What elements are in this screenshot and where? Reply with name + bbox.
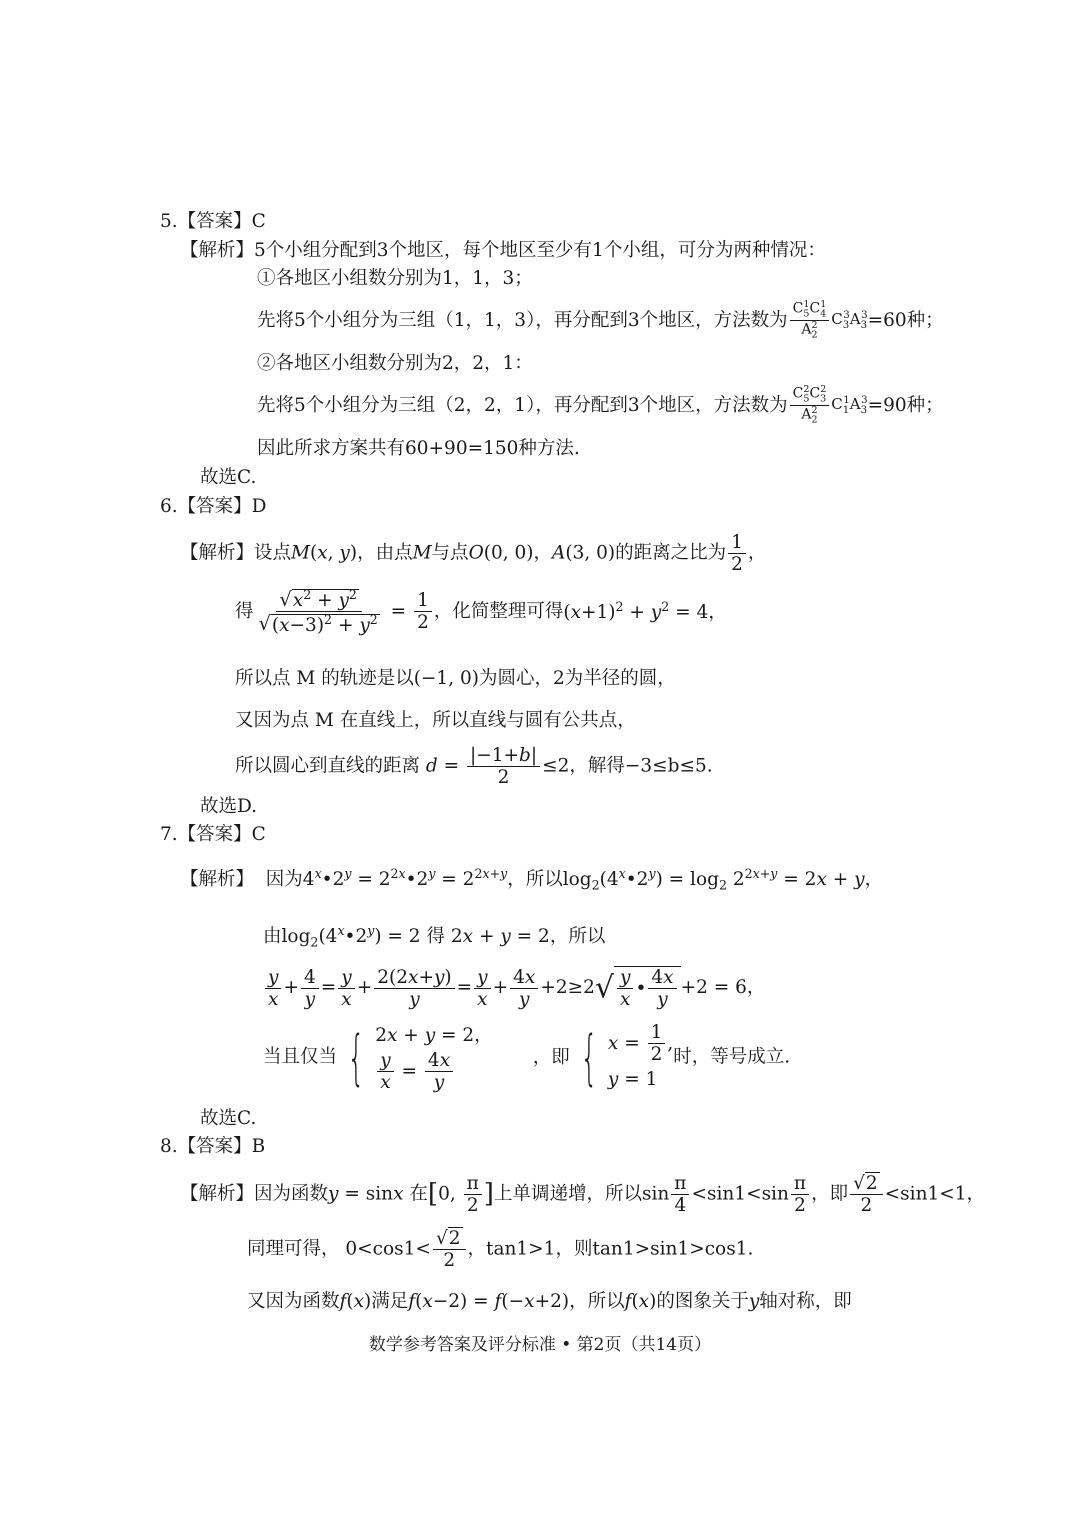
q8-text-similarly: 同理可得， bbox=[247, 1238, 340, 1260]
q6-circle-eq: $(x+1)^2 + y^2 = 4$， bbox=[563, 599, 727, 624]
q5-case1-fraction: $\frac{C_5^1C_4^1}{A_2^2}$ bbox=[790, 300, 830, 342]
q6-answer-line bbox=[160, 496, 267, 518]
q6-analysis-line5 bbox=[235, 745, 713, 789]
q7-eq3: $\log_2(4^x•2^y) = 2$ bbox=[281, 923, 427, 950]
q5-case1-title: ①各地区小组数分别为1，1，3； bbox=[257, 268, 533, 289]
q5-case2-fraction: $\frac{C_5^2C_3^2}{A_2^2}$ bbox=[790, 385, 830, 427]
q8-answer-tag: 【答案】 bbox=[177, 1136, 252, 1157]
q8-interval-close: ] bbox=[483, 1179, 494, 1210]
q8-text-c: 上单调递增，所以 bbox=[493, 1183, 642, 1205]
q7-analysis-line4 bbox=[263, 1022, 790, 1093]
q6-m-symbol: M bbox=[412, 542, 432, 564]
q8-analysis-line2: 同理可得， 0<cos1< $\frac{√2}{2}$ ，tan1>1，则tan1>sin1>cos1. bbox=[247, 1228, 754, 1272]
q6-analysis-line2: 得 $\frac{√x^2 + y^2}{√(x-3)^2 + y^2}$ = $\frac{1}{2}$ ，化简整理可得$(x+1)^2 + y^2 = 4$， bbox=[235, 587, 727, 636]
q5-total: 因此所求方案共有60+90=150种方法. bbox=[257, 438, 580, 459]
q7-answer-line bbox=[160, 824, 266, 846]
q8-sqrt2-half: $\frac{√2}{2}$ bbox=[850, 1173, 883, 1217]
q5-intro-text: 5个小组分配到3个地区，每个地区至少有1个小组，可分为两种情况： bbox=[254, 240, 826, 261]
q7-choose: 故选C. bbox=[200, 1108, 257, 1129]
q6-text-d: 的距离之比为 bbox=[615, 542, 727, 564]
q8-pi-quarter: $\frac{\pi}{4}$ bbox=[671, 1173, 689, 1217]
q6-point-m: M(x, y) bbox=[291, 542, 358, 564]
q8-interval-open: [ bbox=[427, 1179, 439, 1210]
q8-text-ze: ，则 bbox=[555, 1238, 593, 1260]
q8-analysis-line1: 【解析】因为函数y = sinx 在[0, $\frac{\pi}{2}$ ]上单调递增，所以sin $\frac{\pi}{4}$ <sin1<sin $\frac{\pi}{2}$ ，即 $\frac{√2}{2}$ <sin1<1， bbox=[180, 1173, 986, 1217]
q8-text-ji: ，即 bbox=[811, 1183, 849, 1205]
q7-radicand: $\frac{y}{x}$ • $\frac{4x}{y}$ bbox=[614, 966, 681, 1011]
q8-text-zai: 在 bbox=[409, 1183, 428, 1205]
q6-de: 得 bbox=[235, 600, 254, 622]
q8-text-c3: ，所以 bbox=[569, 1291, 625, 1312]
q8-y-axis: y bbox=[748, 1291, 760, 1312]
q7-analysis-line3: $\frac{y}{x}$ + $\frac{4}{y}$ = $\frac{y}{x}$ + $\frac{2(2x+y)}{y}$ = $\frac{y}{x}$ + $\frac{4x}{y}$ +2≥2√ $\frac{y}{x}$ • $\frac{4x}{y}$ +2 = 6， bbox=[263, 966, 765, 1011]
q8-func: y = sinx bbox=[328, 1183, 404, 1205]
q8-analysis-tag: 【解析】 bbox=[180, 1183, 255, 1205]
q7-text-you: 由 bbox=[263, 926, 282, 948]
q8-text-b3: 满足 bbox=[371, 1291, 409, 1312]
q7-frac-4-y: $\frac{4}{y}$ bbox=[301, 967, 319, 1011]
q5-analysis-intro bbox=[180, 240, 826, 262]
q8-order: tan1>sin1>cos1. bbox=[592, 1238, 754, 1260]
q7-analysis-tag: 【解析】 bbox=[180, 869, 255, 891]
q6-ratio-fraction: $\frac{1}{2}$ bbox=[728, 532, 746, 576]
q5-case2-title: ②各地区小组数分别为2，2，1： bbox=[257, 353, 533, 374]
q7-frac-4x-y: $\frac{4x}{y}$ bbox=[510, 967, 538, 1011]
q8-pi-half-2: $\frac{\pi}{2}$ bbox=[791, 1173, 809, 1217]
q6-points-oa: O(0, 0)，A(3, 0) bbox=[468, 542, 616, 564]
q7-text-a: 因为 bbox=[265, 869, 303, 891]
q6-answer-tag: 【答案】 bbox=[177, 496, 252, 517]
q7-text-b: ，所以 bbox=[507, 869, 563, 891]
q7-text-holds: 时，等号成立. bbox=[673, 1046, 791, 1068]
q5-number: 5. bbox=[160, 211, 178, 232]
q7-radical: √ bbox=[594, 970, 614, 1006]
q8-analysis-line3 bbox=[247, 1291, 852, 1313]
q5-answer: C bbox=[251, 211, 266, 232]
q8-fx-2: f(x) bbox=[624, 1291, 657, 1312]
q8-answer-line bbox=[160, 1136, 265, 1158]
q7-analysis-line2 bbox=[263, 923, 605, 950]
q7-frac-expand: $\frac{2(2x+y)}{y}$ bbox=[374, 967, 454, 1011]
q5-answer-tag: 【答案】 bbox=[177, 211, 252, 232]
q7-answer: C bbox=[251, 824, 266, 845]
q5-choose: 故选C. bbox=[200, 467, 257, 488]
q6-number: 6. bbox=[160, 496, 178, 517]
page-footer: 数学参考答案及评分标准 • 第2页（共14页） bbox=[368, 1335, 712, 1355]
q6-analysis-line4: 又因为点 M 在直线上，所以直线与圆有公共点， bbox=[235, 710, 636, 731]
q7-analysis-line1 bbox=[180, 866, 883, 893]
q7-system-brace-1: { bbox=[347, 1022, 365, 1093]
q5-case2-perm: $C_1^1A_3^3$ bbox=[831, 394, 868, 416]
q6-d-eq: d = bbox=[425, 755, 466, 777]
q5-analysis-tag: 【解析】 bbox=[180, 240, 255, 261]
q7-eq2: $\log_2(4^x•2^y) = \log_2 2^{2x+y} = 2x + y$， bbox=[562, 866, 884, 893]
q7-text-de: 得 bbox=[426, 926, 445, 948]
q7-text-ji: ，即 bbox=[532, 1046, 570, 1068]
q6-solve-text: ≤2，解得−3≤b≤5. bbox=[542, 755, 713, 777]
q6-answer: D bbox=[251, 496, 267, 517]
q8-pi-half: $\frac{\pi}{2}$ bbox=[464, 1173, 482, 1217]
q7-text-suoyi: ，所以 bbox=[549, 926, 606, 948]
q6-analysis-line3: 所以点 M 的轨迹是以(−1, 0)为圆心，2为半径的圆， bbox=[235, 668, 676, 689]
q5-case1-text: 先将5个小组分为三组（1，1，3），再分配到3个地区，方法数为 bbox=[257, 309, 788, 331]
q7-system-brace-2: { bbox=[580, 1022, 598, 1093]
q8-number: 8. bbox=[160, 1136, 178, 1157]
q6-choose: 故选D. bbox=[200, 796, 258, 817]
q6-distance-text: 所以圆心到直线的距离 bbox=[235, 755, 421, 777]
q7-text-equality: 当且仅当 bbox=[263, 1046, 338, 1068]
q6-analysis-tag: 【解析】 bbox=[180, 542, 255, 564]
q8-fx-eq: f(x−2) = f(−x+2) bbox=[408, 1291, 570, 1312]
q7-system-1: 2x + y = 2， $\frac{y}{x}$ = $\frac{4x}{y}$ bbox=[375, 1025, 493, 1094]
q8-text-d3: 的图象关于 bbox=[656, 1291, 749, 1312]
q8-answer: B bbox=[251, 1136, 266, 1157]
q7-system-2: x = $\frac{1}{2}$ , y = 1 bbox=[607, 1022, 674, 1090]
q7-eq1: $4^x•2^y$ = $2^{2x}•2^y = 2^{2x+y}$ bbox=[302, 866, 508, 891]
q7-frac-y-x: $\frac{y}{x}$ bbox=[265, 967, 281, 1011]
q6-text-b: ，由点 bbox=[357, 542, 413, 564]
q7-answer-tag: 【答案】 bbox=[177, 824, 252, 845]
q5-case1-line bbox=[257, 300, 944, 342]
q5-case2-line bbox=[257, 385, 944, 427]
q8-text-a: 因为函数 bbox=[254, 1183, 329, 1205]
q6-simplify-text: ，化简整理可得 bbox=[433, 600, 564, 622]
q6-distance-fraction: $\frac{|-1+b|}{2}$ bbox=[467, 745, 540, 789]
q6-distance-ratio: $\frac{√x^2 + y^2}{√(x-3)^2 + y^2}$ bbox=[258, 587, 378, 636]
q7-frac-y-x-2: $\frac{y}{x}$ bbox=[338, 967, 354, 1011]
q7-frac-y-x-3: $\frac{y}{x}$ bbox=[474, 967, 490, 1011]
q5-case1-perm: $C_3^3A_3^3$ bbox=[831, 309, 868, 331]
q5-answer-line bbox=[160, 211, 266, 233]
q8-sqrt2-half-2: $\frac{√2}{2}$ bbox=[433, 1228, 466, 1272]
q5-case1-tail: =60种； bbox=[867, 309, 944, 331]
q5-case2-text: 先将5个小组分为三组（2，2，1），再分配到3个地区，方法数为 bbox=[257, 394, 788, 416]
q8-fx: f(x) bbox=[339, 1291, 372, 1312]
q7-number: 7. bbox=[160, 824, 178, 845]
q6-analysis-line1: 【解析】设点M(x, y)，由点M与点O(0, 0)，A(3, 0)的距离之比为 $\frac{1}{2}$ ， bbox=[180, 532, 767, 576]
q5-case2-tail: =90种； bbox=[867, 394, 944, 416]
q6-text-c: 与点 bbox=[431, 542, 469, 564]
q8-text-e3: 轴对称，即 bbox=[759, 1291, 852, 1312]
q6-text-a: 设点 bbox=[254, 542, 292, 564]
q6-half: $\frac{1}{2}$ bbox=[414, 590, 432, 634]
q7-eq4: 2x + y = 2 bbox=[444, 926, 550, 948]
q8-text-a3: 又因为函数 bbox=[247, 1291, 340, 1312]
